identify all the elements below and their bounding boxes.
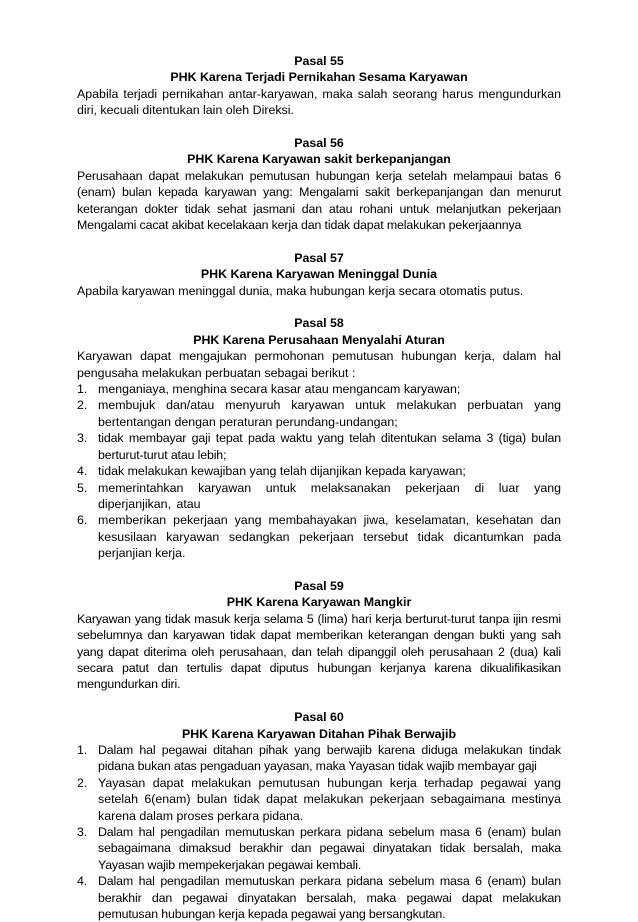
list-item (77, 775, 561, 824)
list-number: 1. (77, 382, 88, 397)
section-title: PHK Karena Terjadi Pernikahan Sesama Karyawan (170, 70, 468, 85)
section-number: Pasal 59 (294, 578, 344, 593)
section-title: PHK Karena Perusahaan Menyalahi Aturan (193, 332, 445, 347)
section-pasal-58 (77, 315, 561, 561)
section-paragraph: Karyawan yang tidak masuk kerja selama 5 (lima) hari kerja berturut-turut tanpa ijin resmi sebelumnya dan karyawan tidak dapat memberikan keterangan dengan bukti yang sah yang dapat diterima oleh perusahaan, dan telah dipanggil oleh perusahaan 2 (dua) kali secara patut dan tertulis dapat diputus hubungan kerjanya karena dikualifikasikan mengundurkan diri. (77, 611, 561, 692)
list-item (77, 430, 561, 463)
list-item-text: Dalam hal pegawai ditahan pihak yang berwajib karena diduga melakukan tindak pidana bukan atas pengaduan yayasan, maka Yayasan tidak wajib membayar gaji (98, 742, 561, 774)
list-item-text: memerintahkan karyawan untuk melaksanakan pekerjaan di luar yang diperjanjikan, atau (98, 480, 561, 511)
list-item (77, 480, 561, 513)
section-number: Pasal 60 (294, 710, 344, 725)
list-item-text: menganiaya, menghina secara kasar atau mengancam karyawan; (98, 382, 461, 397)
section-number: Pasal 58 (294, 316, 344, 331)
list-item (77, 742, 561, 775)
section-paragraph: Perusahaan dapat melakukan pemutusan hubungan kerja setelah melampaui batas 6 (enam) bulan kepada karyawan yang: Mengalami sakit berkepanjangan dan menurut keterangan dokter tidak sehat jasmani dan atau rohani untuk melanjutkan pekerjaan Mengalami cacat akibat kecelakaan kerja dan tidak dapat melakukan pekerjaannya (77, 168, 561, 233)
section-paragraph: Apabila terjadi pernikahan antar-karyawan, maka salah seorang harus mengundurkan diri, kecuali ditentukan lain oleh Direksi. (77, 86, 561, 118)
list-item (77, 824, 561, 873)
list-number: 6. (77, 513, 88, 528)
list-item-text: Dalam hal pengadilan memutuskan perkara pidana sebelum masa 6 (enam) bulan berakhir dan pegawai dinyatakan bersalah, maka pegawai dapat melakukan pemutusan hubungan kerja kepada pegawai yang bersangkutan. (98, 874, 561, 922)
list-number: 2. (77, 398, 88, 413)
section-intro: Karyawan dapat mengajukan permohonan pemutusan hubungan kerja, dalam hal pengusaha melakukan perbuatan sebagai berikut : (77, 349, 561, 380)
section-number: Pasal 56 (294, 136, 344, 151)
list-item-text: Yayasan dapat melakukan pemutusan hubungan kerja terhadap pegawai yang setelah 6(enam) bulan tidak dapat melakukan pekerjaan sebagaimana mestinya karena dalam proses perkara pidana. (98, 775, 561, 823)
list-number: 3. (77, 825, 88, 840)
section-pasal-60 (77, 709, 561, 922)
list-number: 4. (77, 464, 88, 479)
list-item-text: tidak membayar gaji tepat pada waktu yang telah ditentukan selama 3 (tiga) bulan berturut-turut atau lebih; (98, 431, 561, 462)
list-number: 5. (77, 480, 88, 495)
section-title: PHK Karena Karyawan Ditahan Pihak Berwajib (181, 726, 457, 741)
list-item (77, 873, 561, 922)
section-title: PHK Karena Karyawan sakit berkepanjangan (187, 152, 451, 167)
section-pasal-57 (77, 250, 561, 299)
list-item (77, 397, 561, 430)
list-number: 3. (77, 431, 88, 446)
section-title: PHK Karena Karyawan Mangkir (226, 595, 412, 610)
list-item (77, 463, 561, 479)
section-pasal-55 (77, 53, 561, 119)
numbered-list (77, 742, 561, 922)
list-item-text: memberikan pekerjaan yang membahayakan jiwa, keselamatan, kesehatan dan kesusilaan karyawan sedangkan pekerjaan tersebut tidak dicantumkan pada perjanjian kerja. (98, 513, 561, 561)
list-item (77, 512, 561, 561)
list-number: 1. (77, 742, 88, 757)
section-title: PHK Karena Karyawan Meninggal Dunia (200, 267, 438, 282)
numbered-list (77, 381, 561, 561)
section-number: Pasal 55 (294, 54, 344, 68)
list-item-text: Dalam hal pengadilan memutuskan perkara pidana sebelum masa 6 (enam) bulan sebagaimana dimaksud berakhir dan pegawai dinyatakan tidak bersalah, maka Yayasan wajib mempekerjakan pegawai kembali. (98, 825, 561, 872)
section-number: Pasal 57 (294, 250, 344, 265)
list-number: 2. (77, 775, 88, 790)
list-number: 4. (77, 874, 88, 889)
section-paragraph: Apabila karyawan meninggal dunia, maka hubungan kerja secara otomatis putus. (77, 283, 524, 298)
list-item-text: membujuk dan/atau menyuruh karyawan untuk melakukan perbuatan yang bertentangan dengan peraturan perundang-undangan; (98, 398, 561, 429)
section-pasal-59 (77, 578, 561, 693)
list-item-text: tidak melakukan kewajiban yang telah dijanjikan kepada karyawan; (98, 464, 466, 479)
section-pasal-56 (77, 135, 561, 233)
list-item (77, 381, 561, 397)
